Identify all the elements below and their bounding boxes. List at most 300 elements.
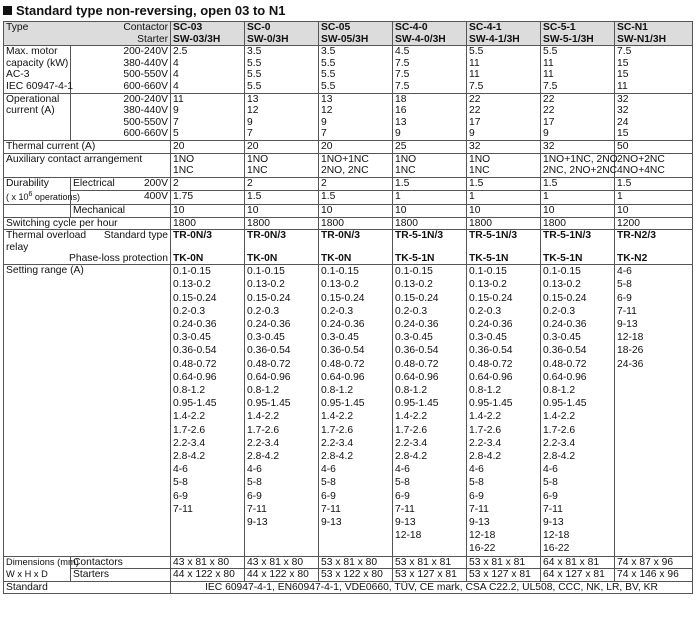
cell-line: 9 (469, 128, 475, 140)
durability-e400-value: 1 (541, 191, 615, 205)
current-value-cell (319, 93, 393, 140)
standard-relay: TR-5-1N/3 (543, 230, 592, 242)
switching-value: 1800 (467, 217, 541, 230)
durability-mechanical-row (4, 204, 693, 217)
cell-line: 0.48-0.72 (247, 358, 291, 370)
motor-value-cell (615, 46, 693, 93)
cell-line: SC-4-0 (395, 22, 428, 33)
type-label: Type (6, 22, 29, 33)
cell-line: Contactor (123, 22, 169, 33)
cell-line: SW-4-1/3H (469, 33, 520, 45)
current-values (395, 94, 464, 140)
cell-line: 0.24-0.36 (395, 318, 439, 330)
standard-label: Standard (4, 581, 171, 594)
durability-exponent: 6 (28, 191, 33, 199)
cell-line: 7-11 (173, 503, 193, 515)
cell-line: 1.4-2.2 (247, 411, 280, 423)
current-value-cell (467, 93, 541, 140)
overload-value (245, 230, 319, 265)
standard-type-label: Standard type (103, 230, 169, 242)
overload-values (173, 230, 242, 264)
cell-line: 500-550V (123, 69, 169, 81)
phase-loss-relay: TK-5-1N (469, 253, 509, 265)
cell-line: 0.3-0.45 (321, 332, 359, 344)
cell-line: 1NO+1NC, 2NO (543, 153, 618, 165)
cell-line: 0.36-0.54 (469, 345, 513, 357)
cell-line: 0.15-0.24 (395, 292, 439, 304)
cell-line: 0.64-0.96 (247, 371, 291, 383)
cell-line: 2.8-4.2 (247, 450, 280, 462)
cell-line: 11 (543, 57, 554, 69)
cell-line: 200-240V (123, 93, 169, 105)
type-header-inner (6, 22, 168, 45)
cell-line: 7-11 (321, 503, 341, 515)
model-header (615, 22, 693, 46)
durability-electrical-400-row (4, 191, 693, 205)
overload-values (247, 230, 316, 264)
dimensions-label (4, 556, 79, 581)
cell-line: 0.1-0.15 (321, 266, 359, 278)
cell-line: 2NO+2NC (617, 153, 665, 165)
cell-line: 24 (617, 116, 629, 128)
cell-line: 4 (173, 80, 179, 92)
cell-line: 9-13 (617, 318, 638, 330)
current-row (4, 93, 693, 140)
cell-line: 380-440V (123, 105, 169, 117)
cell-line: 0.36-0.54 (543, 345, 587, 357)
voltage-200-label: 200V (143, 177, 169, 189)
durability-label-inner (6, 177, 80, 204)
cell-line: 0.13-0.2 (321, 279, 359, 291)
setting-range-label: Setting range (A) (4, 265, 171, 556)
cell-line: 7.5 (395, 69, 410, 81)
cell-line: 12-18 (395, 530, 422, 542)
cell-line: 1.4-2.2 (543, 411, 576, 423)
cell-line: 0.2-0.3 (543, 305, 576, 317)
cell-line: 5-8 (321, 477, 336, 489)
cell-line: SW-4-0/3H (395, 33, 446, 45)
cell-line: SC-0 (247, 22, 271, 33)
aux-value (393, 153, 467, 177)
cell-line: 4-6 (617, 266, 632, 278)
cell-line: 9 (173, 105, 179, 117)
switching-value: 1800 (319, 217, 393, 230)
cell-line: 0.8-1.2 (543, 384, 576, 396)
cell-line: 32 (617, 93, 629, 105)
cell-line: 5.5 (543, 46, 558, 58)
durability-e200-value: 2 (245, 177, 319, 191)
cell-line: 1.4-2.2 (173, 411, 206, 423)
cell-line: 15 (617, 128, 629, 140)
cell-line: 15 (617, 69, 629, 81)
aux-contact-row (4, 153, 693, 177)
cell-line: 22 (469, 105, 481, 117)
current-label (4, 93, 71, 140)
cell-line: 7-11 (469, 503, 489, 515)
current-value-cell (541, 93, 615, 140)
cell-line: 0.2-0.3 (469, 305, 502, 317)
electrical-200-label (71, 177, 171, 191)
contactor-dimension: 64 x 81 x 81 (541, 556, 615, 569)
cell-line: SC-5-1 (543, 22, 576, 33)
switching-row (4, 217, 693, 230)
setting-values (247, 265, 316, 529)
motor-value-cell (319, 46, 393, 93)
cell-line: 0.64-0.96 (543, 371, 587, 383)
cell-line: 0.1-0.15 (173, 266, 211, 278)
setting-values (543, 265, 612, 555)
model-names (173, 22, 242, 45)
phase-loss-relay: TK-5-1N (395, 253, 435, 265)
cell-line: 5.5 (247, 80, 262, 92)
cell-line: 7 (173, 116, 179, 128)
cell-line: 5.5 (321, 69, 336, 81)
durability-e200-value: 1.5 (467, 177, 541, 191)
cell-line: 0.3-0.45 (395, 332, 433, 344)
thermal-current-value: 25 (393, 140, 467, 153)
overload-values (395, 230, 464, 264)
cell-line: 22 (543, 93, 555, 105)
durability-e400-value: 1.5 (319, 191, 393, 205)
phase-loss-relay: TK-0N (247, 253, 278, 265)
overload-value (615, 230, 693, 265)
durability-e400-value: 1.5 (245, 191, 319, 205)
aux-value (171, 153, 245, 177)
durability-e200-value: 2 (171, 177, 245, 191)
starter-dimension: 64 x 127 x 81 (541, 569, 615, 582)
contactor-dimension: 74 x 87 x 96 (615, 556, 693, 569)
durability-mech-value: 10 (393, 204, 467, 217)
cell-line: 0.64-0.96 (173, 371, 217, 383)
durability-e400-value: 1.75 (171, 191, 245, 205)
model-names (469, 22, 538, 45)
cell-line: 2.2-3.4 (321, 437, 354, 449)
cell-line: 0.48-0.72 (173, 358, 217, 370)
contactor-dimension: 53 x 81 x 80 (319, 556, 393, 569)
current-values (469, 94, 538, 140)
setting-values (395, 265, 464, 542)
cell-line: 16-22 (469, 543, 496, 555)
type-header (4, 22, 171, 46)
cell-line: 2.8-4.2 (469, 450, 502, 462)
cell-line: 4NO+4NC (617, 165, 665, 177)
cell-line: 5.5 (321, 80, 336, 92)
cell-line: 18 (395, 93, 407, 105)
cell-line: 16-22 (543, 543, 570, 555)
model-header (467, 22, 541, 46)
cell-line: 0.13-0.2 (247, 279, 285, 291)
phase-loss-relay: TK-0N (321, 253, 352, 265)
cell-line: 1NO+1NC (321, 153, 369, 165)
starters-label: Starters (71, 569, 171, 582)
dimensions-contactors-row (4, 556, 693, 569)
model-header (245, 22, 319, 46)
cell-line: W x H x D (6, 568, 48, 579)
cell-line: 2.2-3.4 (173, 437, 206, 449)
motor-values (395, 46, 464, 92)
cell-line: 22 (469, 93, 481, 105)
motor-values (247, 46, 316, 92)
durability-mech-value: 10 (615, 204, 693, 217)
cell-line: 9-13 (395, 516, 416, 528)
cell-line: 7-11 (543, 503, 563, 515)
cell-line: 0.15-0.24 (173, 292, 217, 304)
current-values (617, 94, 690, 140)
aux-values (617, 154, 690, 177)
overload-line1 (6, 230, 168, 242)
durability-e200-value: 1.5 (393, 177, 467, 191)
cell-line: 2NC, 2NO+2NC (543, 165, 618, 177)
standard-value: IEC 60947-4-1, EN60947-4-1, VDE0660, TÜV, CE mark, CSA C22.2, UL508, CCC, NK, LR, BV, KR (171, 581, 693, 594)
cell-line: 0.64-0.96 (469, 371, 513, 383)
switching-value: 1800 (171, 217, 245, 230)
cell-line: 1.7-2.6 (395, 424, 428, 436)
cell-line: 6-9 (469, 490, 484, 502)
cell-line: 0.15-0.24 (247, 292, 291, 304)
voltage-list (73, 46, 168, 92)
cell-line: 6-9 (321, 490, 336, 502)
cell-line: 0.2-0.3 (173, 305, 206, 317)
voltage-list (73, 94, 168, 140)
cell-line: Dimensions (mm) (6, 557, 79, 568)
overload-value (171, 230, 245, 265)
cell-line: 500-550V (123, 116, 169, 128)
motor-values (543, 46, 612, 92)
cell-line: 17 (469, 116, 481, 128)
model-header (171, 22, 245, 46)
voltage-400-label: 400V (71, 191, 171, 205)
setting-range-cell (467, 265, 541, 556)
overload-title: Thermal overload (6, 230, 87, 242)
cell-line: 0.3-0.45 (469, 332, 507, 344)
cell-line: SW-5-1/3H (543, 33, 594, 45)
thermal-current-label: Thermal current (A) (4, 140, 171, 153)
durability-e200-value: 1.5 (615, 177, 693, 191)
cell-line: 0.64-0.96 (321, 371, 365, 383)
motor-value-cell (393, 46, 467, 93)
cell-line: 0.13-0.2 (469, 279, 507, 291)
cell-line: 0.1-0.15 (247, 266, 285, 278)
thermal-current-value: 20 (245, 140, 319, 153)
cell-line: 7.5 (395, 57, 410, 69)
standard-row (4, 581, 693, 594)
durability-title: Durability (6, 177, 49, 189)
motor-value-cell (541, 46, 615, 93)
cell-line: 9 (247, 116, 253, 128)
cell-line: 5 (173, 128, 179, 140)
cell-line: 0.15-0.24 (321, 292, 365, 304)
cell-line: 9-13 (543, 516, 564, 528)
cell-line: 0.3-0.45 (543, 332, 581, 344)
cell-line: 0.48-0.72 (543, 358, 587, 370)
cell-line: Starter (137, 33, 169, 45)
overload-label-inner (6, 230, 168, 264)
cell-line: 0.1-0.15 (543, 266, 581, 278)
cell-line: 7-11 (617, 305, 637, 317)
cell-line: 2.8-4.2 (173, 450, 206, 462)
switching-value: 1800 (245, 217, 319, 230)
durability-mech-value: 10 (319, 204, 393, 217)
motor-voltages (71, 46, 171, 93)
cell-line: 1.7-2.6 (173, 424, 206, 436)
durability-e400-value: 1 (393, 191, 467, 205)
current-values (173, 94, 242, 140)
cell-line: 0.95-1.45 (469, 398, 513, 410)
setting-values (321, 265, 390, 529)
dimensions-starters-row (4, 569, 693, 582)
standard-relay: TR-0N/3 (321, 230, 360, 242)
cell-line: 22 (543, 105, 555, 117)
cell-line: 1NO (173, 153, 195, 165)
overload-relay-row (4, 230, 693, 265)
cell-line: 1.4-2.2 (395, 411, 428, 423)
durability-e400-value: 1 (615, 191, 693, 205)
thermal-current-value: 20 (319, 140, 393, 153)
cell-line: 12-18 (543, 530, 570, 542)
cell-line: 0.95-1.45 (247, 398, 291, 410)
overload-values (543, 230, 612, 264)
cell-line: 0.64-0.96 (395, 371, 439, 383)
standard-relay: TR-5-1N/3 (469, 230, 518, 242)
cell-line: 13 (247, 93, 259, 105)
cell-line: 0.1-0.15 (395, 266, 433, 278)
cell-line: 0.95-1.45 (173, 398, 217, 410)
starter-dimension: 44 x 122 x 80 (245, 569, 319, 582)
cell-line: 2.8-4.2 (395, 450, 428, 462)
current-voltages (71, 93, 171, 140)
overload-label (4, 230, 171, 265)
cell-line: 600-660V (123, 128, 169, 140)
cell-line: 17 (543, 116, 555, 128)
cell-line: 2.2-3.4 (247, 437, 280, 449)
cell-line: 0.2-0.3 (247, 305, 280, 317)
cell-line: 0.8-1.2 (173, 384, 206, 396)
motor-values (469, 46, 538, 92)
model-names (543, 22, 612, 45)
cell-line: 1NO (469, 153, 491, 165)
cell-line: 380-440V (123, 57, 169, 69)
cell-line: 9-13 (247, 516, 268, 528)
cell-line: 5.5 (321, 57, 336, 69)
cell-line: 3.5 (247, 46, 262, 58)
durability-label (4, 177, 80, 204)
cell-line: 6-9 (617, 292, 632, 304)
durability-unit: ( x $10^6$ operations) (6, 191, 80, 203)
cell-line: 1NC (395, 165, 416, 177)
cell-line: AC-3 (6, 69, 30, 81)
cell-line: SC-05 (321, 22, 351, 33)
durability-e200-value: 2 (319, 177, 393, 191)
current-values (543, 94, 612, 140)
cell-line: 0.36-0.54 (395, 345, 439, 357)
thermal-current-value: 20 (171, 140, 245, 153)
current-value-cell (615, 93, 693, 140)
cell-line: SC-N1 (617, 22, 648, 33)
overload-values (469, 230, 538, 264)
cell-line: 0.95-1.45 (321, 398, 365, 410)
cell-line: 13 (321, 93, 333, 105)
model-names (395, 22, 464, 45)
durability-e200-value: 1.5 (541, 177, 615, 191)
cell-line: 4-6 (173, 464, 188, 476)
cell-line: 600-660V (123, 80, 169, 92)
cell-line: 12 (321, 105, 333, 117)
motor-values (321, 46, 390, 92)
cell-line: 0.24-0.36 (173, 318, 217, 330)
cell-line: 0.15-0.24 (543, 292, 587, 304)
cell-line: 4 (173, 57, 179, 69)
cell-line: 4.5 (395, 46, 410, 58)
motor-capacity-row (4, 46, 693, 93)
overload-values (321, 230, 390, 264)
switching-value: 1800 (393, 217, 467, 230)
cell-line: SW-0/3H (247, 33, 289, 45)
switching-label: Switching cycle per hour (4, 217, 171, 230)
motor-values (173, 46, 242, 92)
cell-line: 1.7-2.6 (247, 424, 280, 436)
cell-line: 32 (617, 105, 629, 117)
cell-line: 15 (617, 57, 629, 69)
cell-line: 12-18 (469, 530, 496, 542)
overload-value (467, 230, 541, 265)
cell-line: 0.13-0.2 (173, 279, 211, 291)
cell-line: 0.8-1.2 (321, 384, 354, 396)
aux-values (395, 154, 464, 177)
cell-line: 5-8 (469, 477, 484, 489)
cell-line: 5-8 (617, 279, 632, 291)
model-names (617, 22, 690, 45)
current-value-cell (171, 93, 245, 140)
aux-value (467, 153, 541, 177)
cell-line: 0.3-0.45 (173, 332, 211, 344)
cell-line: 2.8-4.2 (543, 450, 576, 462)
setting-range-cell (245, 265, 319, 556)
phase-loss-relay: TK-5-1N (543, 253, 583, 265)
cell-line: current (A) (6, 105, 55, 117)
header-row (4, 22, 693, 46)
cell-line: 2.5 (173, 46, 188, 58)
setting-values (469, 265, 538, 555)
cell-line: 1NC (469, 165, 490, 177)
electrical-label: Electrical (73, 177, 115, 189)
aux-values (321, 154, 390, 177)
cell-line: 0.95-1.45 (395, 398, 439, 410)
cell-line: 1.7-2.6 (321, 424, 354, 436)
cell-line: 7.5 (469, 80, 484, 92)
cell-line: 7 (321, 128, 327, 140)
cell-line: SC-03 (173, 22, 203, 33)
cell-line: 5-8 (173, 477, 188, 489)
durability-mech-value: 10 (541, 204, 615, 217)
dimensions-labels (6, 557, 79, 580)
contactor-dimension: 53 x 81 x 81 (393, 556, 467, 569)
contactors-label: Contactors (71, 556, 171, 569)
cell-line: 0.36-0.54 (321, 345, 365, 357)
cell-line: 1.4-2.2 (321, 411, 354, 423)
cell-line: 1.4-2.2 (469, 411, 502, 423)
current-value-cell (393, 93, 467, 140)
cell-line: 2.8-4.2 (321, 450, 354, 462)
durability-e400-value: 1 (467, 191, 541, 205)
cell-line: 0.36-0.54 (247, 345, 291, 357)
cell-line: 7.5 (395, 80, 410, 92)
cell-line: 6-9 (395, 490, 410, 502)
motor-values (617, 46, 690, 92)
cell-line: 0.8-1.2 (247, 384, 280, 396)
cell-line: 0.2-0.3 (395, 305, 428, 317)
cell-line: 5-8 (543, 477, 558, 489)
cell-line: 9 (321, 116, 327, 128)
